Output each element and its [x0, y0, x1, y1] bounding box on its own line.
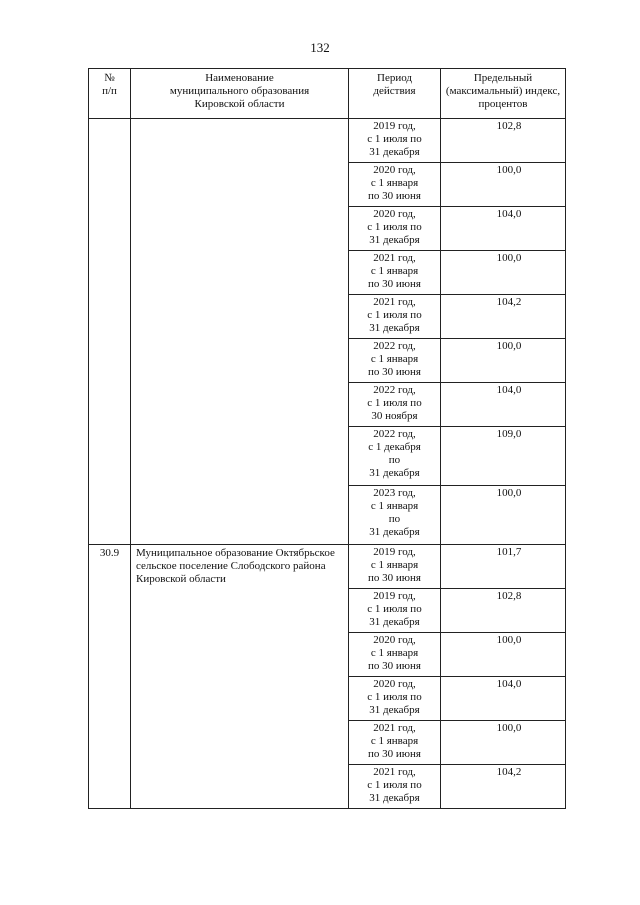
- tariff-index-table: [88, 68, 566, 809]
- cell-period: 2022 год, с 1 июля по 30 ноября: [349, 383, 441, 427]
- cell-municipality-name: Муниципальное образование Октябрьское сельское поселение Слободского района Кировской области: [131, 545, 349, 809]
- table-row: [89, 545, 566, 589]
- cell-period: 2021 год, с 1 июля по 31 декабря: [349, 295, 441, 339]
- cell-period: 2022 год, с 1 декабря по 31 декабря: [349, 427, 441, 486]
- cell-index: 100,0: [441, 251, 566, 295]
- cell-index: 102,8: [441, 589, 566, 633]
- cell-index: 109,0: [441, 427, 566, 486]
- cell-index: 104,0: [441, 207, 566, 251]
- cell-municipality-name: [131, 119, 349, 545]
- cell-index: 104,2: [441, 765, 566, 809]
- cell-period: 2019 год, с 1 июля по 31 декабря: [349, 589, 441, 633]
- cell-period: 2021 год, с 1 января по 30 июня: [349, 251, 441, 295]
- cell-period: 2019 год, с 1 января по 30 июня: [349, 545, 441, 589]
- cell-period: 2020 год, с 1 июля по 31 декабря: [349, 677, 441, 721]
- cell-period: 2020 год, с 1 января по 30 июня: [349, 163, 441, 207]
- cell-index: 100,0: [441, 633, 566, 677]
- table-header-row: [89, 69, 566, 119]
- cell-num: [89, 119, 131, 545]
- cell-index: 100,0: [441, 721, 566, 765]
- cell-period: 2022 год, с 1 января по 30 июня: [349, 339, 441, 383]
- cell-index: 104,0: [441, 677, 566, 721]
- cell-index: 102,8: [441, 119, 566, 163]
- cell-num: 30.9: [89, 545, 131, 809]
- header-num: № п/п: [89, 69, 131, 119]
- header-period: Период действия: [349, 69, 441, 119]
- cell-index: 100,0: [441, 163, 566, 207]
- cell-period: 2021 год, с 1 января по 30 июня: [349, 721, 441, 765]
- cell-index: 104,0: [441, 383, 566, 427]
- table-body: [89, 119, 566, 809]
- cell-period: 2019 год, с 1 июля по 31 декабря: [349, 119, 441, 163]
- cell-index: 101,7: [441, 545, 566, 589]
- header-name: Наименование муниципального образования Кировской области: [131, 69, 349, 119]
- page-number: 132: [310, 40, 330, 55]
- cell-period: 2021 год, с 1 июля по 31 декабря: [349, 765, 441, 809]
- cell-period: 2020 год, с 1 января по 30 июня: [349, 633, 441, 677]
- cell-index: 100,0: [441, 486, 566, 545]
- cell-period: 2020 год, с 1 июля по 31 декабря: [349, 207, 441, 251]
- cell-index: 104,2: [441, 295, 566, 339]
- table-row: [89, 119, 566, 163]
- header-index: Предельный (максимальный) индекс, процентов: [441, 69, 566, 119]
- cell-period: 2023 год, с 1 января по 31 декабря: [349, 486, 441, 545]
- cell-index: 100,0: [441, 339, 566, 383]
